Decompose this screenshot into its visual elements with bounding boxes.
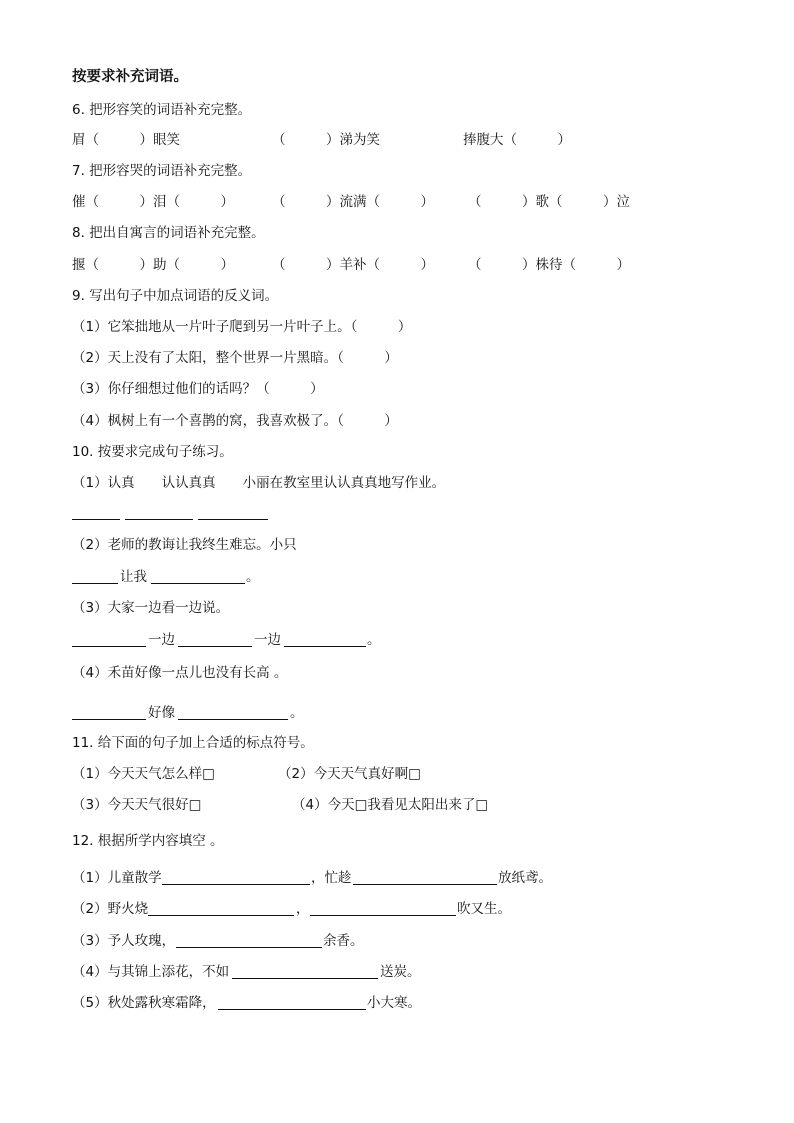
q10-item-3-fill-a: 一边 <box>148 632 175 648</box>
q10-item-4: （4）禾苗好像一点儿也没有长高 。 <box>72 665 288 681</box>
q7-item-2: （ ）流满（ ） <box>272 194 434 210</box>
q12-prompt: 12. 根据所学内容填空 。 <box>72 833 224 849</box>
q10-item-1: （1）认真 认认真真 小丽在教室里认认真真地写作业。 <box>72 475 446 491</box>
q7-item-3: （ ）歌（ ）泣 <box>468 194 630 210</box>
q9-item-3: （3）你仔细想过他们的话吗？（ ） <box>72 381 324 397</box>
q12-line-5-end: 小大寒。 <box>367 995 421 1011</box>
answer-blank[interactable] <box>178 719 288 720</box>
answer-blank[interactable] <box>162 884 310 885</box>
answer-blank[interactable] <box>72 583 118 584</box>
q6-item-2: （ ）涕为笑 <box>272 132 380 148</box>
q12-line-3-start: （3）予人玫瑰， <box>72 933 176 949</box>
answer-blank[interactable] <box>151 583 245 584</box>
answer-blank[interactable] <box>72 519 120 520</box>
q12-line-5-start: （5）秋处露秋寒霜降， <box>72 995 216 1011</box>
q9-item-1: （1）它笨拙地从一片叶子爬到另一片叶子上。（ ） <box>72 319 412 335</box>
q6-prompt: 6. 把形容笑的词语补充完整。 <box>72 102 252 118</box>
q10-item-2: （2）老师的教诲让我终生难忘。小只 <box>72 537 297 553</box>
q11-item-2: （2）今天天气真好啊□ <box>278 766 421 782</box>
q12-line-1-end: 放纸鸢。 <box>498 870 552 886</box>
q10-prompt: 10. 按要求完成句子练习。 <box>72 444 233 460</box>
answer-blank[interactable] <box>284 646 366 647</box>
q9-item-4: （4）枫树上有一个喜鹊的窝，我喜欢极了。（ ） <box>72 413 398 429</box>
q6-item-3: 捧腹大（ ） <box>463 132 571 148</box>
answer-blank[interactable] <box>148 915 294 916</box>
answer-blank[interactable] <box>218 1009 366 1010</box>
q7-prompt: 7. 把形容哭的词语补充完整。 <box>72 163 252 179</box>
q8-item-1: 揠（ ）助（ ） <box>72 257 234 273</box>
q11-item-4: （4）今天□我看见太阳出来了□ <box>292 797 489 813</box>
q10-item-2-fill: 让我 <box>120 569 147 585</box>
q11-item-1: （1）今天天气怎么样□ <box>72 766 215 782</box>
answer-blank[interactable] <box>198 519 268 520</box>
answer-blank[interactable] <box>125 519 193 520</box>
answer-blank[interactable] <box>353 884 497 885</box>
answer-blank[interactable] <box>72 646 146 647</box>
answer-blank[interactable] <box>176 947 322 948</box>
q11-item-3: （3）今天天气很好□ <box>72 797 202 813</box>
q6-item-1: 眉（ ）眼笑 <box>72 132 180 148</box>
answer-blank[interactable] <box>178 646 252 647</box>
q12-line-2-start: （2）野火烧 <box>72 901 149 917</box>
q12-line-2-mid: ， <box>296 901 310 917</box>
q12-line-4-end: 送炭。 <box>380 964 421 980</box>
q10-item-4-fill: 好像 <box>148 705 175 721</box>
q12-line-1-start: （1）儿童散学 <box>72 870 162 886</box>
q7-item-1: 催（ ）泪（ ） <box>72 194 234 210</box>
q8-item-3: （ ）株待（ ） <box>468 257 630 273</box>
answer-blank[interactable] <box>72 719 146 720</box>
q8-item-2: （ ）羊补（ ） <box>272 257 434 273</box>
q10-item-2-end: 。 <box>246 569 260 585</box>
q11-prompt: 11. 给下面的句子加上合适的标点符号。 <box>72 735 314 751</box>
q10-item-3-end: 。 <box>367 632 381 648</box>
q9-prompt: 9. 写出句子中加点词语的反义词。 <box>72 288 279 304</box>
q12-line-2-end: 吹又生。 <box>457 901 511 917</box>
q10-item-3: （3）大家一边看一边说。 <box>72 600 230 616</box>
q12-line-1-mid: ，忙趁 <box>311 870 352 886</box>
q9-item-2: （2）天上没有了太阳，整个世界一片黑暗。（ ） <box>72 350 398 366</box>
q10-item-4-end: 。 <box>290 705 304 721</box>
section-title: 按要求补充词语。 <box>72 69 188 85</box>
q12-line-4-start: （4）与其锦上添花，不如 <box>72 964 230 980</box>
answer-blank[interactable] <box>310 915 456 916</box>
answer-blank[interactable] <box>232 978 378 979</box>
q12-line-3-end: 余香。 <box>323 933 364 949</box>
q8-prompt: 8. 把出自寓言的词语补充完整。 <box>72 225 265 241</box>
q10-item-3-fill-b: 一边 <box>254 632 281 648</box>
